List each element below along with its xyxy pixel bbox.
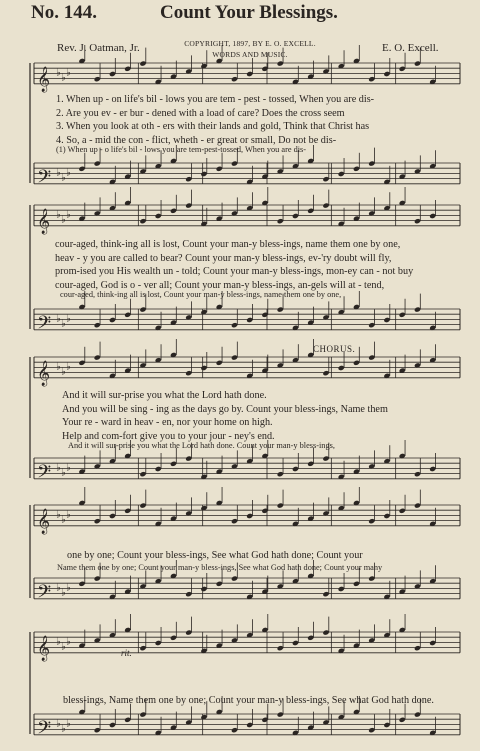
flat-sign: ♭ [61,723,66,735]
ritardando-mark: rit. [121,648,132,658]
system4-lyric: one by one; Count your bless-ings, See what God hath done; Count your [67,550,363,561]
system3-under-lyric: And it will sur-prise you what the Lord hath done. Count your man-y bless-ings, [68,441,335,450]
flat-sign: ♭ [56,718,61,730]
treble-clef: 𝄞 [37,66,51,92]
flat-sign: ♭ [56,582,61,594]
verse-line: cour-aged, God is o - ver all; Count your man-y bless-ings, an-gels will at - tend, [55,279,385,291]
bass-clef: 𝄢 [37,166,52,192]
flat-sign: ♭ [66,718,71,730]
flat-sign: ♭ [61,172,66,184]
flat-sign: ♭ [56,509,61,521]
verse-line: Help and com-fort give you to your jour - ney's end. [62,430,275,442]
system1-verses [56,93,374,147]
author-credit: Rev. J. Oatman, Jr. [57,42,140,54]
composer-credit: E. O. Excell. [382,42,439,54]
flat-sign: ♭ [66,167,71,179]
flat-sign: ♭ [56,361,61,373]
hymn-title: Count Your Blessings. [160,2,338,23]
flat-sign: ♭ [56,67,61,79]
verse-line: Your re - ward in heav - en, nor your home on high. [62,417,273,428]
flat-sign: ♭ [56,167,61,179]
verse-line: 2. Are you ev - er bur - dened with a load of care? Does the cross seem [56,107,345,119]
verse-line: cour-aged, think-ing all is lost, Count your man-y bless-ings, name them one by one, [55,239,401,250]
system4-under-lyric: Name them one by one; Count your man-y bless-ings, See what God hath done; Count your many [57,563,383,572]
flat-sign: ♭ [66,582,71,594]
treble-clef: 𝄞 [37,360,51,386]
copyright-line: COPYRIGHT, 1897, BY E. O. EXCELL. [184,39,316,48]
bass-clef: 𝄢 [37,581,52,607]
verse-line: And it will sur-prise you what the Lord hath done. [62,390,267,401]
treble-clef: 𝄞 [37,635,51,661]
copyright-notice [180,38,320,60]
verse-line: 4. So, a - mid the con - flict, wheth - er great or small, Do not be dis- [56,134,337,146]
flat-sign: ♭ [56,209,61,221]
flat-sign: ♭ [66,313,71,325]
flat-sign: ♭ [61,318,66,330]
flat-sign: ♭ [61,366,66,378]
treble-clef: 𝄞 [37,508,51,534]
flat-sign: ♭ [56,636,61,648]
bass-clef: 𝄢 [37,717,52,743]
system1-under-lyric: (1) When up - o life's bil - lows you are tem-pest-tossed, When you are dis- [56,145,307,154]
flat-sign: ♭ [66,636,71,648]
verse-line: And you will be sing - ing as the days go by. Count your bless-ings, Name them [62,403,388,415]
bass-clef: 𝄢 [37,461,52,487]
system2-verses [55,238,413,292]
words-music-line: WORDS AND MUSIC. [212,50,288,59]
system2-under-lyric: cour-aged, think-ing all is lost, Count your man-y bless-ings, name them one by one, [60,290,342,299]
verse-line: 1. When up - on life's bil - lows you are tem - pest - tossed, When you are dis- [56,94,375,105]
flat-sign: ♭ [66,67,71,79]
flat-sign: ♭ [56,313,61,325]
flat-sign: ♭ [61,514,66,526]
flat-sign: ♭ [66,462,71,474]
flat-sign: ♭ [66,509,71,521]
treble-clef: 𝄞 [37,208,51,234]
hymn-number: No. 144. [31,2,97,23]
flat-sign: ♭ [61,72,66,84]
flat-sign: ♭ [61,467,66,479]
chorus-label: CHORUS. [313,344,356,354]
flat-sign: ♭ [56,462,61,474]
flat-sign: ♭ [66,209,71,221]
verse-line: heav - y you are called to bear? Count your man-y bless-ings, ev-'ry doubt will fly, [55,252,392,264]
verse-line: prom-ised you His wealth un - told; Count your man-y bless-ings, mon-ey can - not buy [55,266,414,277]
flat-sign: ♭ [61,214,66,226]
flat-sign: ♭ [61,587,66,599]
system3-verses [62,389,388,443]
verse-line: 3. When you look at oth - ers with their lands and gold, Think that Christ has [56,121,370,132]
flat-sign: ♭ [66,361,71,373]
system5-lyric: bless-ings, Name them one by one; Count your man-y bless-ings, See what God hath done. [63,695,434,706]
bass-clef: 𝄢 [37,312,52,338]
flat-sign: ♭ [61,641,66,653]
